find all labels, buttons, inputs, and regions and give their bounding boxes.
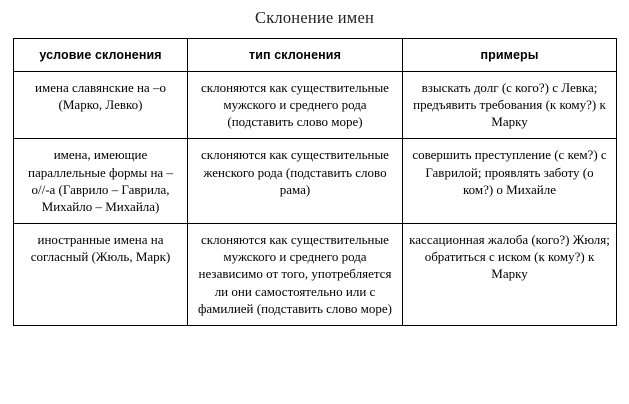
cell-condition: имена, имеющие параллельные формы на –о//-а (Гаврило – Гаврила, Михайло – Михайла): [14, 139, 188, 224]
declension-table: [13, 38, 617, 326]
cell-condition: имена славянские на –о (Марко, Левко): [14, 72, 188, 139]
column-header-examples: примеры: [403, 39, 617, 72]
cell-type: склоняются как существительные мужского и среднего рода (подставить слово море): [188, 72, 403, 139]
table-row: [14, 224, 617, 326]
page-title: Склонение имен: [255, 8, 374, 27]
table-header: [14, 39, 617, 72]
table-row: [14, 139, 617, 224]
cell-examples: совершить преступление (с кем?) с Гаврилой; проявлять заботу (о ком?) о Михайле: [403, 139, 617, 224]
table-container: [0, 38, 629, 326]
cell-examples: кассационная жалоба (кого?) Жюля; обратиться с иском (к кому?) к Марку: [403, 224, 617, 326]
cell-type: склоняются как существительные женского рода (подставить слово рама): [188, 139, 403, 224]
table-row: [14, 72, 617, 139]
cell-condition: иностранные имена на согласный (Жюль, Марк): [14, 224, 188, 326]
column-header-type: тип склонения: [188, 39, 403, 72]
table-body: [14, 72, 617, 326]
table-header-row: [14, 39, 617, 72]
cell-examples: взыскать долг (с кого?) с Левка; предъявить требования (к кому?) к Марку: [403, 72, 617, 139]
cell-type: склоняются как существительные мужского и среднего рода независимо от того, употребляется ли они самостоятельно или с фамилией (подставить слово море): [188, 224, 403, 326]
column-header-condition: условие склонения: [14, 39, 188, 72]
